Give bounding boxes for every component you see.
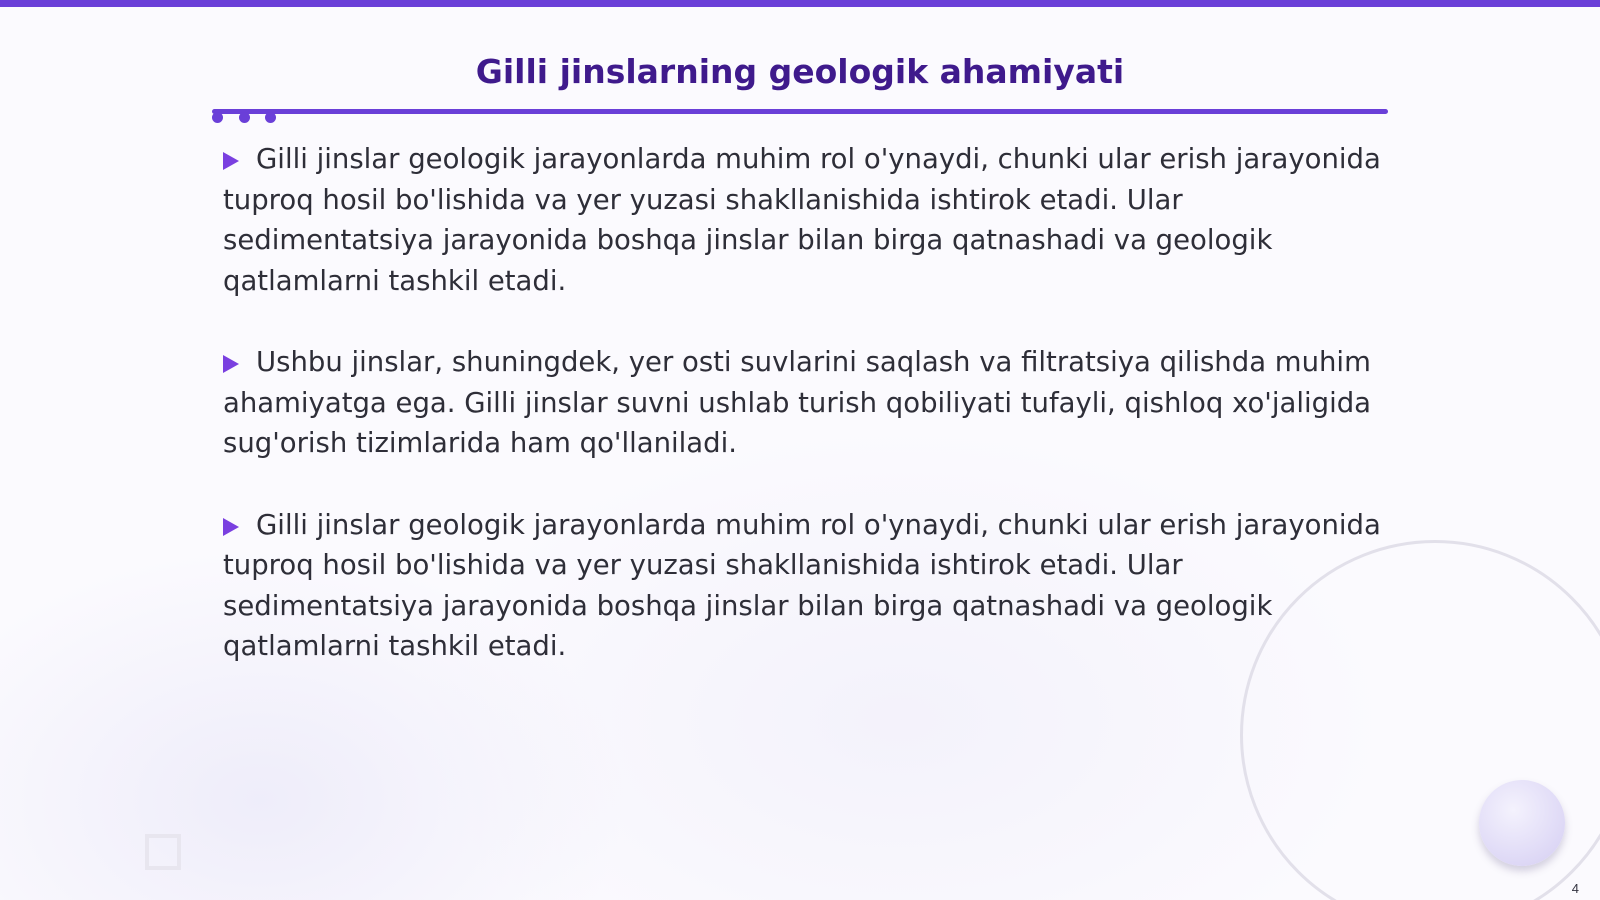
top-accent-bar — [0, 0, 1600, 7]
bullet-text: Gilli jinslar geologik jarayonlarda muhim rol o'ynaydi, chunki ular erish jarayonida tuproq hosil bo'lishida va yer yuzasi shakllanishida ishtirok etadi. Ular sedimentatsiya jarayonida boshqa jinslar bilan birga qatnashadi va geologik qatlamlarni tashkil etadi. — [223, 508, 1381, 662]
decorative-dot — [239, 112, 250, 123]
triangle-arrow-icon — [223, 152, 239, 170]
bullet-text: Gilli jinslar geologik jarayonlarda muhim rol o'ynaydi, chunki ular erish jarayonida tuproq hosil bo'lishida va yer yuzasi shakllanishida ishtirok etadi. Ular sedimentatsiya jarayonida boshqa jinslar bilan birga qatnashadi va geologik qatlamlarni tashkil etadi. — [223, 143, 1381, 297]
bullet-list — [223, 139, 1383, 708]
bullet-text: Ushbu jinslar, shuningdek, yer osti suvlarini saqlash va filtratsiya qilishda muhim ahamiyatga ega. Gilli jinslar suvni ushlab turish qobiliyati tufayli, qishloq xo'jaligida sug'orish tizimlarida ham qo'llaniladi. — [223, 346, 1372, 459]
title-underline — [212, 109, 1388, 114]
slide-title: Gilli jinslarning geologik ahamiyati — [475, 52, 1125, 91]
decorative-square — [145, 834, 181, 870]
triangle-arrow-icon — [223, 355, 239, 373]
decorative-dot — [212, 112, 223, 123]
bullet-item — [223, 342, 1383, 464]
bullet-item — [223, 139, 1383, 301]
page-number: 4 — [1571, 881, 1579, 896]
decorative-dot — [265, 112, 276, 123]
decorative-sphere — [1479, 780, 1565, 866]
triangle-arrow-icon — [223, 518, 239, 536]
bullet-item — [223, 505, 1383, 667]
